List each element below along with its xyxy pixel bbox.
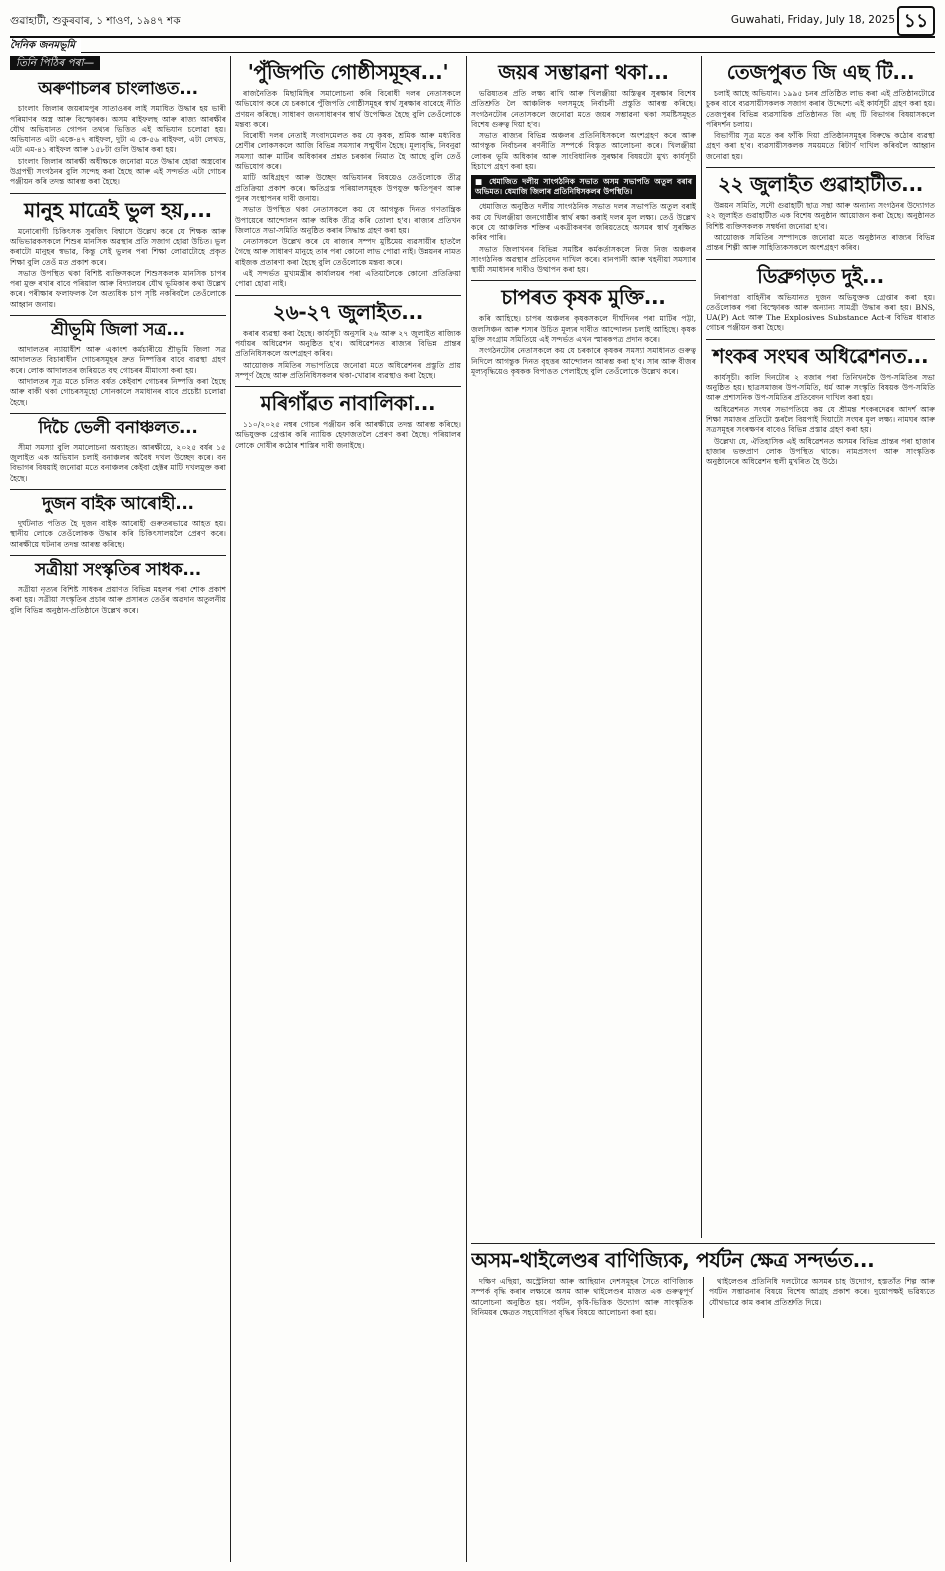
page-number: ১১ xyxy=(897,6,935,36)
article-text: সভাত জিলাখনৰ বিভিন্ন সমষ্টিৰ কৰ্মকৰ্তাসকলে নিজ নিজ অঞ্চলৰ সাংগঠনিক অৱস্থাৰ প্ৰতিবেদন দাখিল কৰে। বানপানী আৰু খহনীয়া সমস্যাৰ স্থায়ী সমাধানৰ দাবীও উত্থাপন কৰা হয়। xyxy=(471,244,696,275)
bottom-article-col-a xyxy=(471,1277,693,1318)
divider xyxy=(471,280,696,281)
article-text: কৰাৰ ব্যৱস্থা কৰা হৈছে। কাৰ্যসূচী অনুসৰি ২৬ আৰু ২৭ জুলাইত ৰাজ্যিক পৰ্যায়ৰ অধিৱেশন অনুষ্ঠিত হ'ব। অধিৱেশনত ৰাজ্যৰ বিভিন্ন প্ৰান্তৰ প্ৰতিনিধিসকলে অংশগ্ৰহণ কৰিব। xyxy=(235,328,461,359)
headline-chapor: চাপৰত কৃষক মুক্তি... xyxy=(501,285,666,310)
column-rule xyxy=(466,56,467,1562)
headline-punjipati: 'পুঁজিপতি গোষ্ঠীসমূহৰ...' xyxy=(247,60,449,84)
article-text: ধেমাজিত অনুষ্ঠিত দলীয় সাংগঠনিক সভাত দলৰ সভাপতি অতুল বৰাই কয় যে খিলঞ্জীয়া জনগোষ্ঠীৰ স্বাৰ্থ ৰক্ষা কৰাই দলৰ মূল লক্ষ্য। তেওঁ উল্লেখ কৰে যে আঞ্চলিক শক্তিৰ একত্ৰীকৰণৰ জৰিয়তেহে অসমৰ স্বাৰ্থ সুৰক্ষিত কৰিব পাৰি। xyxy=(471,202,696,243)
headline-22-july: ২২ জুলাইত গুৱাহাটীত... xyxy=(717,172,924,197)
headline-morigaon: মৰিগাঁৱত নাবালিকা... xyxy=(260,391,436,416)
article-text: বিভাগীয় সূত্ৰ মতে কৰ ফাঁকি দিয়া প্ৰতিষ্ঠানসমূহৰ বিৰুদ্ধে কঠোৰ ব্যৱস্থা গ্ৰহণ কৰা হ'ব। ব্যৱসায়ীসকলক সময়মতে ৰিটাৰ্ণ দাখিল কৰিবলৈ আহ্বান জনোৱা হয়। xyxy=(706,131,935,161)
headline-assam-thailand: অসম-থাইলেণ্ডৰ বাণিজ্যিক, পৰ্যটন ক্ষেত্ৰ সন্দৰ্ভত... xyxy=(471,1248,875,1272)
article-text: উল্লেখ্য যে, ঐতিহাসিক এই অধিৱেশনত অসমৰ বিভিন্ন প্ৰান্তৰ পৰা হাজাৰ হাজাৰ ভক্তপ্ৰাণ লোক উপস্থিত থাকে। নামপ্ৰসংগ আৰু সাংস্কৃতিক অনুষ্ঠানেৰে অধিৱেশন স্থলী মুখৰিত হৈ উঠে। xyxy=(706,436,935,467)
bottom-article xyxy=(471,1238,935,1562)
article-text: আয়োজক সমিতিৰ সম্পাদকে জনোৱা মতে অনুষ্ঠানত ৰাজ্যৰ বিভিন্ন প্ৰান্তৰ শিল্পী আৰু সাহিত্যিকসকলে অংশগ্ৰহণ কৰিব। xyxy=(706,232,935,253)
column-rule xyxy=(230,56,231,1562)
article-text: সভাত উপস্থিত থকা বিশিষ্ট ব্যক্তিসকলে শিশুসকলক মানসিক চাপৰ পৰা মুক্ত ৰখাৰ বাবে পৰিয়াল আৰু বিদ্যালয়ৰ যৌথ ভূমিকাৰ কথা উল্লেখ কৰে। পৰীক্ষাৰ ফলাফলক লৈ অত্যধিক চাপ সৃষ্টি নকৰিবলৈ তেওঁলোকে আহ্বান জনায়। xyxy=(10,268,226,309)
paper-name: দৈনিক জনমভূমি xyxy=(10,38,81,55)
article-text: কৰি আহিছে। চাপৰ অঞ্চলৰ কৃষকসকলে দীৰ্ঘদিনৰ পৰা মাটিৰ পট্টা, জলসিঞ্চন আৰু শস্যৰ উচিত মূল্যৰ দাবীত আন্দোলন চলাই আহিছে। কৃষক মুক্তি সংগ্ৰাম সমিতিয়ে এই সন্দৰ্ভত এখন স্মাৰকপত্ৰ প্ৰদান কৰে। xyxy=(471,314,696,345)
article-text: উন্নয়ন সমিতি, সদৌ গুৱাহাটী ছাত্ৰ সন্থা আৰু অন্যান্য সংগঠনৰ উদ্যোগত ২২ জুলাইত গুৱাহাটীত এক বিশেষ অনুষ্ঠান আয়োজন কৰা হৈছে। অনুষ্ঠানত বিশিষ্ট ব্যক্তিসকলক সম্বৰ্ধনা জনোৱা হ'ব। xyxy=(706,201,935,231)
section-kicker: তিনি পিঠিৰ পৰা— xyxy=(10,56,100,70)
divider xyxy=(235,295,461,296)
headline-dibrugarh: ডিব্ৰুগড়ত দুই... xyxy=(757,263,884,288)
article-text: আয়োজক সমিতিৰ সভাপতিয়ে জনোৱা মতে অধিৱেশনৰ প্ৰস্তুতি প্ৰায় সম্পূৰ্ণ হৈছে আৰু প্ৰতিনিধিসকলৰ থকা-খোৱাৰ ব্যৱস্থাও কৰা হৈছে। xyxy=(235,360,461,380)
headline-manuh: মানুহ মাত্ৰেই ভুল হয়,... xyxy=(24,197,212,222)
article-text: থাইলেণ্ডৰ প্ৰতিনিধি দলটোৱে অসমৰ চাহ উদ্যোগ, হস্ততাঁত শিল্প আৰু পৰ্যটন সম্ভাৱনাৰ বিষয়ে বিশেষ আগ্ৰহ প্ৰকাশ কৰে। দুয়োপক্ষই ভৱিষ্যতে যৌথভাৱে কাম কৰাৰ প্ৰতিশ্ৰুতি দিয়ে। xyxy=(709,1277,935,1307)
article-text: সংগঠনটোৰ নেতাসকলে কয় যে চৰকাৰে কৃষকৰ সমস্যা সমাধানত গুৰুত্ব নিদিলে আগন্তুক দিনত বৃহত্তৰ আন্দোলন আৰম্ভ কৰা হ'ব। সাৰ আৰু বীজৰ মূল্যবৃদ্ধিয়েও কৃষকক বিপাঙত পেলাইছে বুলি তেওঁলোকে উল্লেখ কৰে। xyxy=(471,346,696,376)
divider xyxy=(706,167,935,168)
headline-bike: দুজন বাইক আৰোহী... xyxy=(42,494,194,515)
divider xyxy=(471,1243,935,1244)
article-text: সত্ৰীয়া নৃত্যৰ বিশিষ্ট সাধকৰ প্ৰয়াণত বিভিন্ন মহলৰ পৰা শোক প্ৰকাশ কৰা হয়। সত্ৰীয়া সংস্কৃতিৰ প্ৰচাৰ আৰু প্ৰসাৰত তেওঁৰ অৱদান অতুলনীয় বুলি বিভিন্ন অনুষ্ঠান-প্ৰতিষ্ঠানে উল্লেখ কৰে। xyxy=(10,584,226,615)
headline-tezpur-gst: তেজপুৰত জি এছ টি... xyxy=(726,60,915,84)
article-text: দুৰ্ঘটনাত পতিত হৈ দুজন বাইক আৰোহী গুৰুতৰভাৱে আহত হয়। স্থানীয় লোকে তেওঁলোকক উদ্ধাৰ কৰি চিকিৎসালয়লৈ প্ৰেৰণ কৰে। আৰক্ষীয়ে ঘটনাৰ তদন্ত আৰম্ভ কৰিছে। xyxy=(10,519,226,549)
article-text: মনোৰোগী চিকিৎসক সুৰজিৎ বিশ্বাসে উল্লেখ কৰে যে শিক্ষক আৰু অভিভাৱকসকলে শিশুৰ মানসিক অৱস্থাৰ প্ৰতি সজাগ হোৱা উচিত। ভুল কৰাটো মানুহৰ স্বভাৱ, কিন্তু সেই ভুলৰ পৰা শিক্ষা লোৱাটোহে প্ৰকৃত শিক্ষা বুলি তেওঁ মত প্ৰকাশ কৰে। xyxy=(10,226,226,267)
article-text: সভাত উপস্থিত থকা নেতাসকলে কয় যে আগন্তুক দিনত গণতান্ত্ৰিক উপায়েৰে আন্দোলন আৰু অধিক তীব্ৰ কৰি তোলা হ'ব। ৰাজ্যৰ প্ৰতিখন জিলাতে সভা-সমিতি অনুষ্ঠিত কৰাৰ সিদ্ধান্ত গ্ৰহণ কৰা হয়। xyxy=(235,205,461,235)
masthead-band xyxy=(10,36,935,53)
article-text: চাংলাং জিলাৰ জয়ৰামপুৰ সাতাওৰৰ লাই সমাধিত উদ্ধাৰ হয় ভাৰী পৰিমাণৰ অস্ত্ৰ আৰু বিস্ফোৰক। অসম ৰাইফলছ আৰু ৰাজ্য আৰক্ষীৰ যৌথ অভিযানত গোপন তথ্যৰ ভিত্তিত এই অভিযান চলোৱা হয়। অভিযানত এটা একে-৪৭ ৰাইফল, দুটা এ কে-৫৬ ৰাইফল, এটা লেথড, এটা এম-৪১ ৰাইফল আৰু ১৫৮টা গুলি উদ্ধাৰ কৰা হয়। xyxy=(10,104,226,155)
article-text: কাৰ্যসূচী। কালি দিনটোৰ ২ বজাৰ পৰা তিনিখনকৈ উপ-সমিতিৰ সভা অনুষ্ঠিত হয়। ছাত্ৰসমাজৰ উপ-সমিতি, ধৰ্ম আৰু সংস্কৃতি বিষয়ক উপ-সমিতি আৰু প্ৰশাসনিক উপ-সমিতিৰ প্ৰতিবেদন দাখিল কৰা হয়। xyxy=(706,372,935,403)
header-date-assamese: গুৱাহাটী, শুকুৰবাৰ, ১ শাওণ, ১৯৪৭ শক xyxy=(10,15,181,27)
article-text: নেতাসকলে উল্লেখ কৰে যে ৰাজ্যৰ সম্পদ মুষ্টিমেয় ব্যৱসায়ীৰ হাতলৈ গৈছে আৰু সাধাৰণ মানুহে তাৰ পৰা কোনো লাভ পোৱা নাই। উন্নয়নৰ নামত ৰাইজক প্ৰতাৰণা কৰা হৈছে বুলি তেওঁলোকে মন্তব্য কৰে। xyxy=(235,237,461,267)
column-1 xyxy=(10,56,226,1562)
bottom-article-body xyxy=(471,1277,935,1318)
article-text: বিৰোধী দলৰ নেতাই সংবাদমেলত কয় যে কৃষক, শ্ৰমিক আৰু মধ্যবিত্ত শ্ৰেণীৰ লোকসকলে আজি বিভিন্ন সমস্যাৰ সন্মুখীন হৈছে। মূল্যবৃদ্ধি, নিবনুৱা সমস্যা আৰু মাটিৰ অধিকাৰৰ প্ৰশ্নত চৰকাৰ নিমাত হৈ আছে বুলি তেওঁ অভিযোগ কৰে। xyxy=(235,131,461,172)
article-text: চলাই আছে অভিযান। ১৯৯৫ চনৰ প্ৰতিষ্ঠিত লাভ কৰা এই প্ৰতিষ্ঠানটোৱে চুকৰ বাবে ব্যৱসায়ীসকলক সজাগ কৰাৰ উদ্দেশ্যে এই কাৰ্যসূচী গ্ৰহণ কৰা হয়। তেজপুৰৰ বিভিন্ন ব্যৱসায়িক প্ৰতিষ্ঠানত জি এছ টি বিভাগৰ বিষয়াসকলে পৰিদৰ্শন চলায়। xyxy=(706,89,935,129)
divider xyxy=(10,413,226,414)
divider xyxy=(10,193,226,194)
article-text: ১১০/২০২৫ নম্বৰ গোচৰ পঞ্জীয়ন কৰি আৰক্ষীয়ে তদন্ত আৰম্ভ কৰিছে। অভিযুক্তক গ্ৰেপ্তাৰ কৰি ন্যায়িক হেফাজতলৈ প্ৰেৰণ কৰা হৈছে। পৰিয়ালৰ লোকে দোষীৰ কঠোৰ শাস্তিৰ দাবী জনাইছে। xyxy=(235,420,461,450)
headline-26-27-july: ২৬-২৭ জুলাইত... xyxy=(272,299,424,324)
divider xyxy=(235,386,461,387)
headline-joy: জয়ৰ সম্ভাৱনা থকা... xyxy=(498,60,669,84)
article-text: আদালতৰ ন্যায়াধীশ আৰু একাংশ কৰ্মচাৰীয়ে শ্ৰীভূমি জিলা সত্ৰ আদালতত বিচাৰাধীন গোচৰসমূহৰ দ্ৰুত নিষ্পত্তিৰ বাবে ব্যৱস্থা গ্ৰহণ কৰে। লোক আদালতৰ জৰিয়তে বহু গোচৰৰ মীমাংসা কৰা হয়। xyxy=(10,345,226,375)
article-text: আদালতৰ সূত্ৰ মতে চলিত বৰ্ষত কেইবাশ গোচৰৰ নিষ্পত্তি কৰা হৈছে আৰু বাকী থকা গোচৰসমূহো সোনকালে সমাধানৰ বাবে প্ৰচেষ্টা চলোৱা হৈছে। xyxy=(10,376,226,407)
divider xyxy=(706,259,935,260)
article-text: সীমা সমস্যা বুলি সমালোচনা অব্যাহত। আৰক্ষীয়ে, ২০২৫ বৰ্ষৰ ১৫ জুলাইত এক অভিযান চলাই বনাঞ্চলৰ অবৈধ দখল উচ্ছেদ কৰে। বন বিভাগৰ বিষয়াই জনোৱা মতে বনাঞ্চলৰ কেইবা হেক্টৰ মাটি দখলমুক্ত কৰা হৈছে। xyxy=(10,442,226,483)
headline-sankar-sangha: শংকৰ সংঘৰ অধিৱেশনত... xyxy=(712,343,929,368)
headline-dichoi: দিচৈ ভেলী বনাঞ্চলত... xyxy=(38,417,198,438)
bottom-article-col-b xyxy=(703,1277,935,1318)
page-header xyxy=(10,6,935,34)
divider xyxy=(10,489,226,490)
article-text: সভাত ৰাজ্যৰ বিভিন্ন অঞ্চলৰ প্ৰতিনিধিসকলে অংশগ্ৰহণ কৰে আৰু আগন্তুক নিৰ্বাচনৰ ৰণনীতি সম্পৰ্কে বিস্তৃত আলোচনা কৰে। খিলঞ্জীয়া লোকৰ ভূমি অধিকাৰ আৰু সাংবিধানিক সুৰক্ষাৰ বিষয়টো মুখ্য কাৰ্যসূচী হিচাপে গ্ৰহণ কৰা হয়। xyxy=(471,131,696,172)
headline-sribhumi: শ্ৰীভূমি জিলা সত্ৰ... xyxy=(51,320,185,341)
article-text: ভৱিষ্যতৰ প্ৰতি লক্ষ্য ৰাখি আৰু খিলঞ্জীয়া অস্তিত্বৰ সুৰক্ষাৰ বিশেষ প্ৰতিশ্ৰুতি লৈ আঞ্চলিক দলসমূহে নিৰ্বাচনী প্ৰস্তুতি আৰম্ভ কৰিছে। সংগঠনটোৰ নেতাসকলে জনোৱা মতে জয়ৰ সম্ভাৱনা থকা সমষ্টিসমূহত বিশেষ গুৰুত্ব দিয়া হ'ব। xyxy=(471,89,696,129)
article-text: দক্ষিণ এছিয়া, অস্ট্ৰেলিয়া আৰু আছিয়ান দেশসমূহৰ সৈতে বাণিজ্যিক সম্পৰ্ক বৃদ্ধি কৰাৰ লক্ষ্যৰে অসম আৰু থাইলেণ্ডৰ মাজত এক গুৰুত্বপূৰ্ণ আলোচনা অনুষ্ঠিত হয়। পৰ্যটন, কৃষি-ভিত্তিক উদ্যোগ আৰু সাংস্কৃতিক বিনিময়ৰ ক্ষেত্ৰত সহযোগিতা বৃদ্ধিৰ বিষয়ে আলোচনা কৰা হয়। xyxy=(471,1277,694,1317)
highlight-callout: ■ ধেমাজিত দলীয় সাংগঠনিক সভাত অসম সভাপতি অতুল বৰাৰ অভিমত। ধেমাজি জিলাৰ প্ৰতিনিধিসকলৰ উপস্থিতি। xyxy=(471,175,696,199)
article-text: ৰাজনৈতিক মিছামিছিৰ সমালোচনা কৰি বিৰোধী দলৰ নেতাসকলে অভিযোগ কৰে যে চৰকাৰে পুঁজিপতি গোষ্ঠীসমূহৰ স্বাৰ্থ সুৰক্ষাৰ বাবেহে নীতি প্ৰণয়ন কৰিছে। সাধাৰণ জনসাধাৰণৰ স্বাৰ্থ উপেক্ষিত হৈছে বুলি তেওঁলোকে মন্তব্য কৰে। xyxy=(235,89,461,129)
article-text: চাংলাং জিলাৰ আৰক্ষী অধীক্ষকে জনোৱা মতে উদ্ধাৰ হোৱা অস্ত্ৰবোৰ উগ্ৰপন্থী সংগঠনৰ বুলি সন্দেহ কৰা হৈছে আৰু এই সন্দৰ্ভত এটা গোচৰ পঞ্জীয়ন কৰি তদন্ত আৰম্ভ কৰা হৈছে। xyxy=(10,156,226,187)
divider xyxy=(706,339,935,340)
column-2 xyxy=(235,56,461,1562)
headline-satriya: সত্ৰীয়া সংস্কৃতিৰ সাধক... xyxy=(35,559,201,580)
header-date-english: Guwahati, Friday, July 18, 2025 xyxy=(730,14,895,26)
article-text: এই সন্দৰ্ভত মুখ্যমন্ত্ৰীৰ কাৰ্যালয়ৰ পৰা এতিয়ালৈকে কোনো প্ৰতিক্ৰিয়া পোৱা হোৱা নাই। xyxy=(235,269,461,289)
divider xyxy=(10,555,226,556)
divider xyxy=(10,315,226,316)
article-text: মাটি অধিগ্ৰহণ আৰু উচ্ছেদ অভিযানৰ বিষয়েও তেওঁলোকে তীব্ৰ প্ৰতিক্ৰিয়া প্ৰকাশ কৰে। ক্ষতিগ্ৰস্ত পৰিয়ালসমূহক উপযুক্ত ক্ষতিপূৰণ আৰু পুনৰ সংস্থাপনৰ দাবী জনায়। xyxy=(235,173,461,203)
article-text: অধিৱেশনত সংঘৰ সভাপতিয়ে কয় যে শ্ৰীমন্ত শংকৰদেৱৰ আদৰ্শ আৰু শিক্ষা সমাজৰ প্ৰতিটো স্তৰলৈ বিয়পাই দিয়াটো সংঘৰ মূল লক্ষ্য। নামঘৰ আৰু সত্ৰসমূহৰ সংৰক্ষণৰ বাবেও বিভিন্ন প্ৰস্তাৱ গ্ৰহণ কৰা হয়। xyxy=(706,404,935,435)
headline-arunachal: অৰুণাচলৰ চাংলাঙত... xyxy=(38,79,198,100)
article-text: নিৰাপত্তা বাহিনীৰ অভিযানত দুজন অভিযুক্তক গ্ৰেপ্তাৰ কৰা হয়। তেওঁলোকৰ পৰা বিস্ফোৰক আৰু অন্যান্য সামগ্ৰী উদ্ধাৰ কৰা হয়। BNS, UA(P) Act আৰু The Explosives Substance Act-ৰ বিভিন্ন ধাৰাত গোচৰ পঞ্জীয়ন কৰা হৈছে। xyxy=(706,292,935,333)
